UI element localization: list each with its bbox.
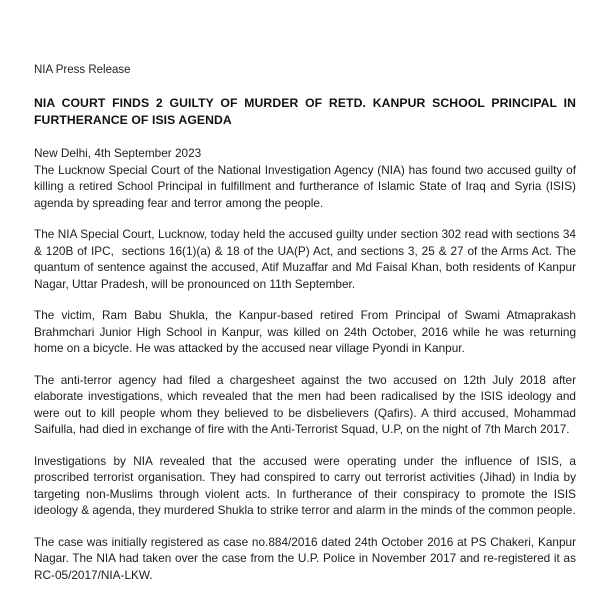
body-paragraph-1: The Lucknow Special Court of the National Investigation Agency (NIA) has found two accused guilty of killing a retired School Principal in fulfillment and furtherance of Islamic State of Iraq and Syria (ISIS) agenda by spreading fear and terror among the people. <box>34 162 580 210</box>
body-paragraph-4: The anti-terror agency had filed a chargesheet against the two accused on 12th July 2018 after elaborate investigations, which revealed that the men had been radicalised by the ISIS ideology and were out to kill people whom they believed to be disbelievers (Qafirs). A third accused, Mohammad Saifulla, had died in exchange of fire with the Anti-Terrorist Squad, U.P, on the night of 7th March 2017. <box>34 372 580 436</box>
page-title: NIA COURT FINDS 2 GUILTY OF MURDER OF RETD. KANPUR SCHOOL PRINCIPAL IN FURTHERANCE OF ISIS AGENDA <box>34 96 576 127</box>
body-paragraph-5: Investigations by NIA revealed that the accused were operating under the influence of ISIS, a proscribed terrorist organisation. They had conspired to carry out terrorist activities (Jihad) in India by targeting non-Muslims through violent acts. In furtherance of their conspiracy to promote the ISIS ideology & agenda, they murdered Shukla to strike terror and alarm in the minds of the common people. <box>34 453 580 517</box>
body-paragraph-2: The NIA Special Court, Lucknow, today held the accused guilty under section 302 read with sections 34 & 120B of IPC, sections 16(1)(a) & 18 of the UA(P) Act, and sections 3, 25 & 27 of the Arms Act. The quantum of sentence against the accused, Atif Muzaffar and Md Faisal Khan, both residents of Kanpur Nagar, Uttar Pradesh, will be pronounced on 11th September. <box>34 227 580 291</box>
body-paragraph-6: The case was initially registered as case no.884/2016 dated 24th October 2016 at PS Chakeri, Kanpur Nagar. The NIA had taken over the case from the U.P. Police in November 2017 and re-registered it as RC-05/2017/NIA-LKW. <box>34 534 580 582</box>
dateline: New Delhi, 4th September 2023 <box>34 146 202 160</box>
document-label: NIA Press Release <box>34 64 131 76</box>
body-paragraph-3: The victim, Ram Babu Shukla, the Kanpur-based retired From Principal of Swami Atmaprakash Brahmchari Junior High School in Kanpur, was killed on 24th October, 2016 while he was returning home on a bicycle. He was attacked by the accused near village Pyondi in Kanpur. <box>34 308 580 355</box>
